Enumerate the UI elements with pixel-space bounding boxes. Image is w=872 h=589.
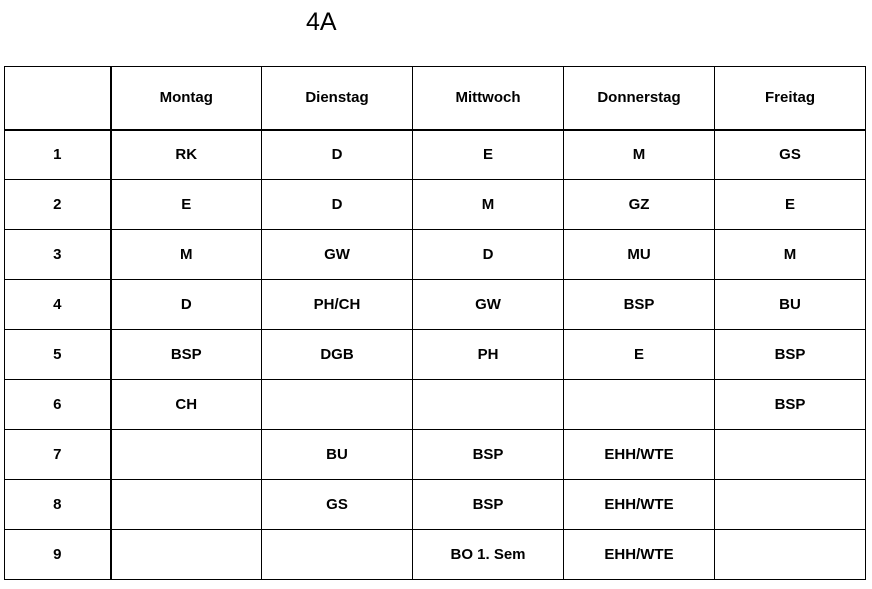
lesson-cell: E [564, 330, 715, 380]
lesson-cell: BSP [413, 480, 564, 530]
lesson-cell: E [111, 180, 262, 230]
lesson-cell: D [111, 280, 262, 330]
lesson-cell [715, 530, 866, 580]
period-number: 5 [5, 330, 111, 380]
day-header-friday: Freitag [715, 67, 866, 130]
day-header-wednesday: Mittwoch [413, 67, 564, 130]
lesson-cell: BSP [715, 330, 866, 380]
lesson-cell: M [715, 230, 866, 280]
lesson-cell [413, 380, 564, 430]
period-number: 9 [5, 530, 111, 580]
lesson-cell [715, 480, 866, 530]
table-row [5, 130, 866, 180]
lesson-cell: BSP [715, 380, 866, 430]
lesson-cell: BU [715, 280, 866, 330]
lesson-cell: E [715, 180, 866, 230]
table-row [5, 330, 866, 380]
page-title: 4A [306, 8, 337, 36]
lesson-cell [715, 430, 866, 480]
timetable [4, 66, 866, 580]
header-row [5, 67, 866, 130]
table-row [5, 530, 866, 580]
period-number: 6 [5, 380, 111, 430]
lesson-cell: M [111, 230, 262, 280]
lesson-cell: E [413, 130, 564, 180]
lesson-cell: D [262, 180, 413, 230]
day-header-monday: Montag [111, 67, 262, 130]
lesson-cell: D [413, 230, 564, 280]
lesson-cell [262, 380, 413, 430]
lesson-cell: GS [715, 130, 866, 180]
lesson-cell [564, 380, 715, 430]
lesson-cell: EHH/WTE [564, 480, 715, 530]
lesson-cell: M [564, 130, 715, 180]
lesson-cell: BSP [111, 330, 262, 380]
lesson-cell: GW [262, 230, 413, 280]
table-row [5, 180, 866, 230]
lesson-cell: MU [564, 230, 715, 280]
lesson-cell: EHH/WTE [564, 430, 715, 480]
lesson-cell: RK [111, 130, 262, 180]
table-row [5, 280, 866, 330]
lesson-cell: DGB [262, 330, 413, 380]
lesson-cell [111, 530, 262, 580]
period-number: 1 [5, 130, 111, 180]
day-header-tuesday: Dienstag [262, 67, 413, 130]
period-number: 2 [5, 180, 111, 230]
lesson-cell [111, 480, 262, 530]
lesson-cell: PH [413, 330, 564, 380]
corner-cell [5, 67, 111, 130]
table-row [5, 230, 866, 280]
lesson-cell: BSP [413, 430, 564, 480]
period-number: 7 [5, 430, 111, 480]
lesson-cell: CH [111, 380, 262, 430]
lesson-cell: BU [262, 430, 413, 480]
lesson-cell: GS [262, 480, 413, 530]
lesson-cell: GW [413, 280, 564, 330]
lesson-cell: EHH/WTE [564, 530, 715, 580]
period-number: 8 [5, 480, 111, 530]
period-number: 4 [5, 280, 111, 330]
lesson-cell: PH/CH [262, 280, 413, 330]
period-number: 3 [5, 230, 111, 280]
lesson-cell [262, 530, 413, 580]
lesson-cell: BSP [564, 280, 715, 330]
lesson-cell: BO 1. Sem [413, 530, 564, 580]
table-row [5, 480, 866, 530]
lesson-cell: M [413, 180, 564, 230]
lesson-cell [111, 430, 262, 480]
lesson-cell: D [262, 130, 413, 180]
day-header-thursday: Donnerstag [564, 67, 715, 130]
lesson-cell: GZ [564, 180, 715, 230]
table-row [5, 430, 866, 480]
table-row [5, 380, 866, 430]
